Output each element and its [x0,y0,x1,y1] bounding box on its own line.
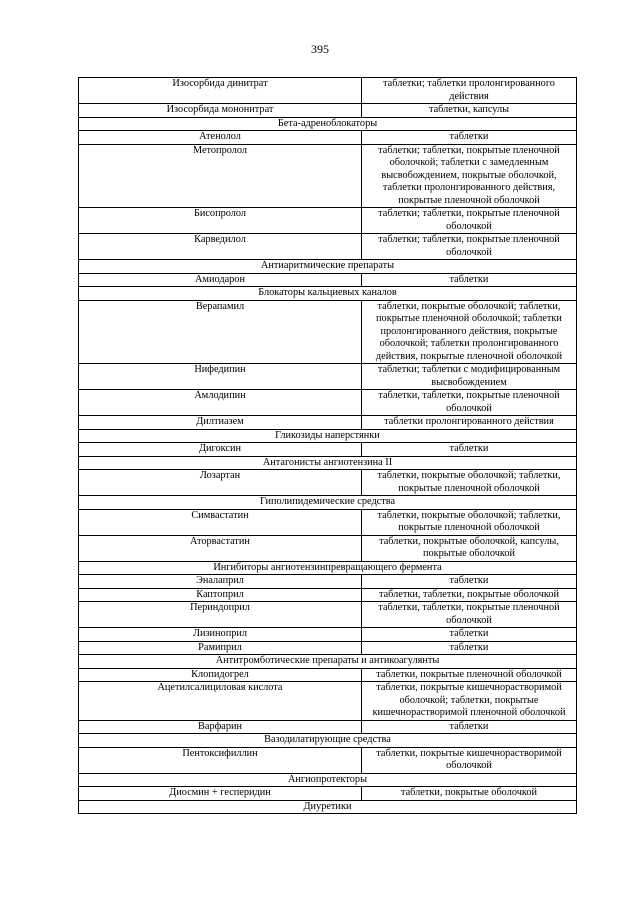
section-title: Гликозиды наперстянки [79,429,577,443]
section-title: Диуретики [79,800,577,814]
dosage-form-cell: таблетки, таблетки, покрытые пленочной оболочкой [362,602,577,628]
dosage-form-cell: таблетки, покрытые пленочной оболочкой [362,668,577,682]
dosage-form-cell: таблетки [362,628,577,642]
drug-name-cell: Каптоприл [79,588,362,602]
drug-name-cell: Нифедипин [79,364,362,390]
dosage-form-cell: таблетки; таблетки, покрытые пленочной оболочкой [362,208,577,234]
section-title: Антагонисты ангиотензина II [79,456,577,470]
section-row [79,429,577,443]
table-row [79,131,577,145]
drug-name-cell: Дилтиазем [79,416,362,430]
dosage-form-cell: таблетки, покрытые кишечнорастворимой оболочкой [362,747,577,773]
table-row [79,535,577,561]
drug-name-cell: Лозартан [79,470,362,496]
drug-name-cell: Бисопролол [79,208,362,234]
drug-name-cell: Симвастатин [79,509,362,535]
section-row [79,496,577,510]
dosage-form-cell: таблетки, капсулы [362,104,577,118]
dosage-form-cell: таблетки [362,720,577,734]
dosage-form-cell: таблетки [362,641,577,655]
drug-name-cell: Эналаприл [79,575,362,589]
table-row [79,104,577,118]
dosage-form-cell: таблетки; таблетки пролонгированного действия [362,78,577,104]
dosage-form-cell: таблетки, покрытые оболочкой, капсулы, покрытые оболочкой [362,535,577,561]
dosage-form-cell: таблетки, покрытые оболочкой [362,787,577,801]
section-title: Бета-адреноблокаторы [79,117,577,131]
drug-table [78,77,577,814]
drug-name-cell: Изосорбида динитрат [79,78,362,104]
section-title: Вазодилатирующие средства [79,734,577,748]
dosage-form-cell: таблетки, таблетки, покрытые оболочкой [362,588,577,602]
drug-name-cell: Варфарин [79,720,362,734]
section-row [79,287,577,301]
drug-name-cell: Дигоксин [79,443,362,457]
section-row [79,117,577,131]
table-row [79,208,577,234]
table-row [79,509,577,535]
dosage-form-cell: таблетки, покрытые кишечнорастворимой оболочкой; таблетки, покрытые кишечнорастворимой пленочной оболочкой [362,682,577,721]
dosage-form-cell: таблетки пролонгированного действия [362,416,577,430]
table-row [79,416,577,430]
dosage-form-cell: таблетки, покрытые оболочкой; таблетки, покрытые пленочной оболочкой [362,509,577,535]
table-row [79,234,577,260]
drug-name-cell: Периндоприл [79,602,362,628]
dosage-form-cell: таблетки; таблетки с модифицированным высвобождением [362,364,577,390]
table-row [79,443,577,457]
drug-name-cell: Амиодарон [79,273,362,287]
section-row [79,800,577,814]
drug-name-cell: Метопролол [79,144,362,208]
drug-name-cell: Ацетилсалициловая кислота [79,682,362,721]
dosage-form-cell: таблетки [362,575,577,589]
section-row [79,773,577,787]
drug-name-cell: Клопидогрел [79,668,362,682]
page-number: 395 [311,42,329,56]
table-row [79,588,577,602]
table-row [79,364,577,390]
section-row [79,734,577,748]
table-body [79,78,577,814]
table-row [79,78,577,104]
drug-name-cell: Изосорбида мононитрат [79,104,362,118]
table-row [79,787,577,801]
drug-name-cell: Амлодипин [79,390,362,416]
table-row [79,747,577,773]
table-row [79,470,577,496]
dosage-form-cell: таблетки [362,131,577,145]
dosage-form-cell: таблетки, покрытые оболочкой; таблетки, покрытые пленочной оболочкой; таблетки пролонгированного действия, покрытые оболочкой; таблетки пролонгированного действия, покрытые пленочной оболочкой [362,300,577,364]
section-row [79,260,577,274]
table-row [79,575,577,589]
table-row [79,628,577,642]
drug-name-cell: Атенолол [79,131,362,145]
drug-name-cell: Рамиприл [79,641,362,655]
dosage-form-cell: таблетки [362,443,577,457]
table-row [79,682,577,721]
section-row [79,561,577,575]
table-row [79,300,577,364]
section-title: Гиполипидемические средства [79,496,577,510]
drug-name-cell: Лизиноприл [79,628,362,642]
table-row [79,641,577,655]
section-row [79,655,577,669]
dosage-form-cell: таблетки, таблетки, покрытые пленочной оболочкой [362,390,577,416]
section-title: Антитромботические препараты и антикоагулянты [79,655,577,669]
section-row [79,456,577,470]
section-title: Ингибиторы ангиотензинпревращающего фермента [79,561,577,575]
dosage-form-cell: таблетки [362,273,577,287]
table-row [79,668,577,682]
drug-name-cell: Карведилол [79,234,362,260]
table-row [79,144,577,208]
section-title: Антиаритмические препараты [79,260,577,274]
table-row [79,390,577,416]
table-row [79,273,577,287]
dosage-form-cell: таблетки, покрытые оболочкой; таблетки, покрытые пленочной оболочкой [362,470,577,496]
dosage-form-cell: таблетки; таблетки, покрытые пленочной оболочкой; таблетки с замедленным высвобождением, покрытые оболочкой, таблетки пролонгированного действия, покрытые пленочной оболочкой [362,144,577,208]
section-title: Ангиопротекторы [79,773,577,787]
table-row [79,720,577,734]
table-row [79,602,577,628]
drug-name-cell: Аторвастатин [79,535,362,561]
section-title: Блокаторы кальциевых каналов [79,287,577,301]
drug-name-cell: Диосмин + гесперидин [79,787,362,801]
dosage-form-cell: таблетки; таблетки, покрытые пленочной оболочкой [362,234,577,260]
drug-name-cell: Пентоксифиллин [79,747,362,773]
drug-name-cell: Верапамил [79,300,362,364]
